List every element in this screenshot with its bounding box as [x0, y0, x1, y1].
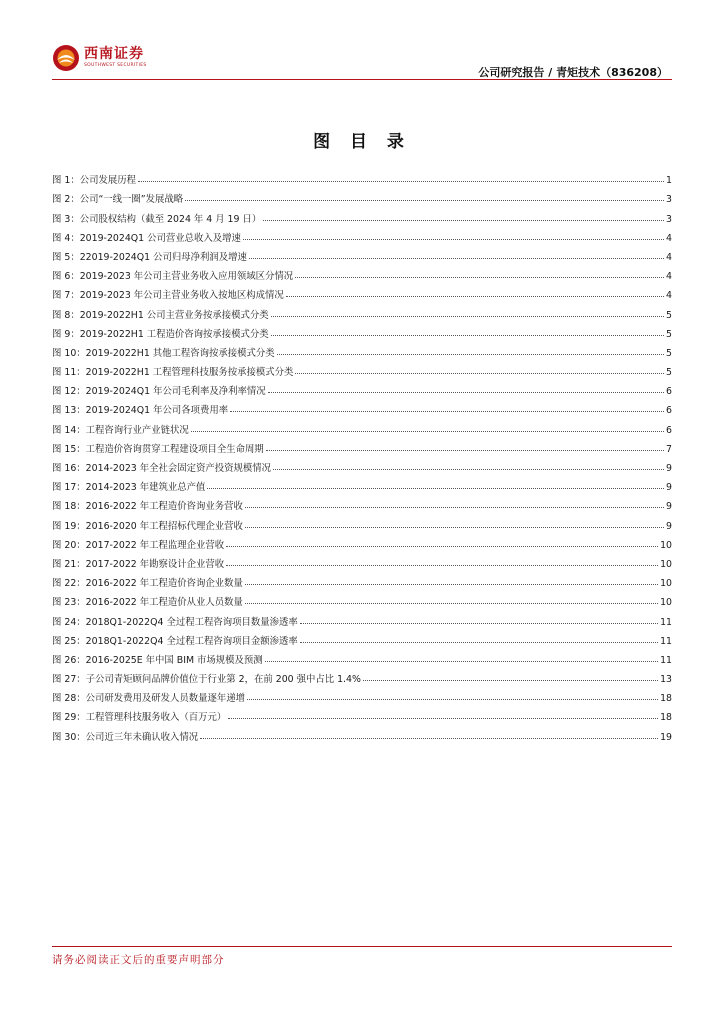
toc-figure-number: 图 10： [52, 347, 86, 359]
toc-leader-dots [273, 469, 664, 470]
toc-leader-dots [247, 699, 658, 700]
toc-leader-dots [245, 584, 658, 585]
toc-figure-title: 2019-2024Q1 年公司毛利率及净利率情况 [85, 386, 266, 398]
toc-entry[interactable] [52, 628, 672, 647]
toc-page-number: 10 [660, 578, 672, 590]
toc-leader-dots [200, 738, 658, 739]
toc-figure-title: 公司发展历程 [79, 175, 136, 187]
toc-figure-title: 2019-2024Q1 年公司各项费用率 [85, 405, 229, 417]
toc-figure-number: 图 26： [52, 654, 86, 666]
toc-figure-title: 2019-2022H1 工程造价咨询按承接模式分类 [79, 328, 269, 340]
toc-leader-dots [138, 181, 664, 182]
toc-page-number: 9 [666, 463, 672, 474]
toc-entry[interactable] [52, 551, 672, 570]
toc-figure-title: 2014-2023 年建筑业总产值 [85, 482, 206, 494]
toc-leader-dots [226, 565, 658, 566]
toc-entry[interactable] [52, 455, 672, 474]
toc-leader-dots [300, 642, 658, 643]
footer-divider [52, 946, 672, 947]
toc-page-number: 6 [666, 386, 672, 398]
toc-entry[interactable] [52, 359, 672, 378]
toc-entry[interactable] [52, 244, 672, 263]
toc-figure-number: 图 6： [52, 271, 80, 283]
toc-page-number: 5 [666, 309, 672, 321]
toc-leader-dots [265, 661, 658, 662]
toc-page-number: 9 [666, 520, 672, 532]
toc-figure-number: 图 30： [52, 731, 86, 743]
toc-page-number: 6 [666, 424, 672, 436]
toc-entry[interactable] [52, 608, 672, 627]
toc-page-number: 9 [666, 482, 672, 494]
logo-icon [52, 44, 80, 72]
toc-entry[interactable] [52, 263, 672, 282]
toc-entry[interactable] [52, 340, 672, 359]
toc-page-number: 11 [660, 635, 672, 647]
toc-figure-title: 2017-2022 年勘察设计企业营收 [85, 558, 225, 570]
toc-leader-dots [228, 718, 658, 719]
toc-figure-title: 2017-2022 年工程监理企业营收 [85, 539, 225, 551]
toc-figure-title: 2019-2022H1 工程管理科技服务按承接模式分类 [85, 367, 294, 379]
toc-figure-number: 图 12： [52, 386, 86, 398]
report-info: 公司研究报告 / 青矩技术（836208） [478, 66, 668, 79]
toc-entry[interactable] [52, 301, 672, 320]
toc-figure-title: 2016-2022 年工程造价咨询企业数量 [85, 578, 243, 590]
toc-page-number: 3 [666, 194, 672, 206]
toc-leader-dots [286, 296, 664, 297]
toc-leader-dots [300, 623, 658, 624]
toc-figure-number: 图 2： [52, 194, 80, 206]
toc-leader-dots [230, 411, 664, 412]
toc-leader-dots [245, 603, 658, 604]
toc-entry[interactable] [52, 186, 672, 205]
toc-page-number: 6 [666, 405, 672, 417]
toc-page-number: 3 [666, 213, 672, 225]
toc-figure-number: 图 23： [52, 597, 86, 609]
logo-name-en: SOUTHWEST SECURITIES [84, 63, 147, 69]
toc-figure-number: 图 8： [52, 309, 80, 321]
toc-leader-dots [226, 546, 658, 547]
toc-entry[interactable] [52, 532, 672, 551]
toc-page-number: 4 [666, 271, 672, 283]
toc-page-number: 11 [660, 616, 672, 628]
toc-page-number: 19 [660, 731, 672, 743]
toc-figure-title: 2016-2022 年工程造价从业人员数量 [85, 597, 243, 609]
toc-figure-title: 2019-2023 年公司主营业务收入应用领域区分情况 [79, 271, 294, 283]
toc-page-number: 18 [660, 712, 672, 724]
page-title: 图 目 录 [313, 132, 411, 152]
toc-leader-dots [363, 680, 658, 681]
toc-figure-title: 2018Q1-2022Q4 全过程工程咨询项目金额渗透率 [85, 635, 298, 647]
toc-figure-number: 图 20： [52, 539, 86, 551]
toc-figure-title: 2014-2023 年全社会固定资产投资规模情况 [85, 463, 272, 474]
toc-figure-title: 2019-2023 年公司主营业务收入按地区构成情况 [79, 290, 284, 302]
toc-figure-number: 图 18： [52, 501, 86, 513]
toc-figure-number: 图 1： [52, 175, 80, 187]
toc-page-number: 1 [666, 175, 672, 187]
toc-leader-dots [245, 527, 664, 528]
toc-leader-dots [243, 239, 664, 240]
toc-figure-number: 图 15： [52, 443, 86, 455]
toc-page-number: 10 [660, 597, 672, 609]
toc-leader-dots [271, 316, 664, 317]
toc-leader-dots [207, 488, 664, 489]
toc-figure-number: 图 16： [52, 463, 86, 474]
footer-disclaimer: 请务必阅读正文后的重要声明部分 [52, 954, 225, 966]
header-divider [52, 79, 672, 80]
toc-figure-title: 工程咨询行业产业链状况 [85, 424, 189, 436]
toc-figure-title: 22019-2024Q1 公司归母净利润及增速 [79, 251, 247, 263]
toc-entry[interactable] [52, 282, 672, 301]
toc-entry[interactable] [52, 397, 672, 416]
toc-figure-number: 图 22： [52, 578, 86, 590]
toc-entry[interactable] [52, 378, 672, 397]
toc-leader-dots [277, 354, 664, 355]
toc-figure-number: 图 3： [52, 213, 80, 225]
toc-figure-number: 图 9： [52, 328, 80, 340]
toc-entry[interactable] [52, 685, 672, 704]
page-header [52, 40, 672, 78]
toc-page-number: 4 [666, 232, 672, 244]
toc-figure-title: 公司股权结构（截至 2024 年 4 月 19 日） [79, 213, 262, 225]
toc-page-number: 10 [660, 539, 672, 551]
toc-figure-number: 图 19： [52, 520, 86, 532]
toc-figure-title: 公司“一线一圈”发展战略 [79, 194, 184, 206]
toc-entry[interactable] [52, 704, 672, 723]
toc-figure-number: 图 13： [52, 405, 86, 417]
toc-figure-title: 2019-2022H1 公司主营业务按承接模式分类 [79, 309, 269, 321]
toc-leader-dots [249, 258, 664, 259]
toc-entry[interactable] [52, 512, 672, 531]
toc-entry[interactable] [52, 647, 672, 666]
toc-page-number: 18 [660, 693, 672, 705]
toc-entry[interactable] [52, 225, 672, 244]
toc-entry[interactable] [52, 416, 672, 435]
logo-name-cn: 西南证券 [84, 46, 144, 63]
toc-figure-title: 公司近三年未确认收入情况 [85, 731, 199, 743]
toc-leader-dots [185, 200, 664, 201]
toc-leader-dots [245, 507, 664, 508]
toc-page-number: 5 [666, 367, 672, 379]
toc-entry[interactable] [52, 474, 672, 493]
toc-leader-dots [268, 392, 664, 393]
toc-figure-number: 图 17： [52, 482, 86, 494]
toc-figure-number: 图 25： [52, 635, 86, 647]
toc-figure-title: 2018Q1-2022Q4 全过程工程咨询项目数量渗透率 [85, 616, 298, 628]
toc-entry[interactable] [52, 666, 672, 685]
toc-figure-title: 2019-2024Q1 公司营业总收入及增速 [79, 232, 241, 244]
toc-entry[interactable] [52, 570, 672, 589]
toc-figure-title: 2016-2020 年工程招标代理企业营收 [85, 520, 243, 532]
toc-leader-dots [263, 220, 664, 221]
toc-figure-number: 图 11： [52, 367, 86, 379]
toc-figure-number: 图 7： [52, 290, 80, 302]
toc-page-number: 4 [666, 251, 672, 263]
toc-figure-number: 图 28： [52, 693, 86, 705]
toc-entry[interactable] [52, 723, 672, 742]
toc-entry[interactable] [52, 589, 672, 608]
toc-page-number: 9 [666, 501, 672, 513]
toc-page-number: 4 [666, 290, 672, 302]
toc-figure-number: 图 4： [52, 232, 80, 244]
toc-entry[interactable] [52, 205, 672, 224]
toc-page-number: 11 [660, 654, 672, 666]
toc-entry[interactable] [52, 167, 672, 186]
company-logo [52, 42, 147, 74]
toc-figure-title: 2016-2022 年工程造价咨询业务营收 [85, 501, 243, 513]
toc-figure-title: 工程管理科技服务收入（百万元） [85, 712, 227, 724]
toc-figure-title: 公司研发费用及研发人员数量逐年递增 [85, 693, 246, 705]
toc-figure-title: 2016-2025E 年中国 BIM 市场规模及预测 [85, 654, 263, 666]
toc-figure-title: 工程造价咨询贯穿工程建设项目全生命周期 [85, 443, 264, 455]
toc-figure-title: 子公司青矩顾问品牌价值位于行业第 2，在前 200 强中占比 1.4% [85, 674, 361, 686]
figure-list [52, 167, 672, 743]
toc-leader-dots [271, 335, 664, 336]
toc-figure-number: 图 5： [52, 251, 80, 263]
toc-entry[interactable] [52, 436, 672, 455]
toc-page-number: 7 [666, 443, 672, 455]
toc-figure-number: 图 29： [52, 712, 86, 724]
toc-leader-dots [266, 450, 664, 451]
toc-figure-number: 图 27： [52, 674, 86, 686]
toc-page-number: 5 [666, 347, 672, 359]
toc-figure-number: 图 14： [52, 424, 86, 436]
toc-leader-dots [295, 277, 664, 278]
toc-entry[interactable] [52, 321, 672, 340]
toc-leader-dots [191, 431, 664, 432]
toc-entry[interactable] [52, 493, 672, 512]
toc-page-number: 13 [660, 674, 672, 686]
toc-figure-number: 图 21： [52, 558, 86, 570]
toc-leader-dots [295, 373, 664, 374]
toc-page-number: 5 [666, 328, 672, 340]
toc-figure-number: 图 24： [52, 616, 86, 628]
toc-figure-title: 2019-2022H1 其他工程咨询按承接模式分类 [85, 347, 275, 359]
toc-page-number: 10 [660, 558, 672, 570]
